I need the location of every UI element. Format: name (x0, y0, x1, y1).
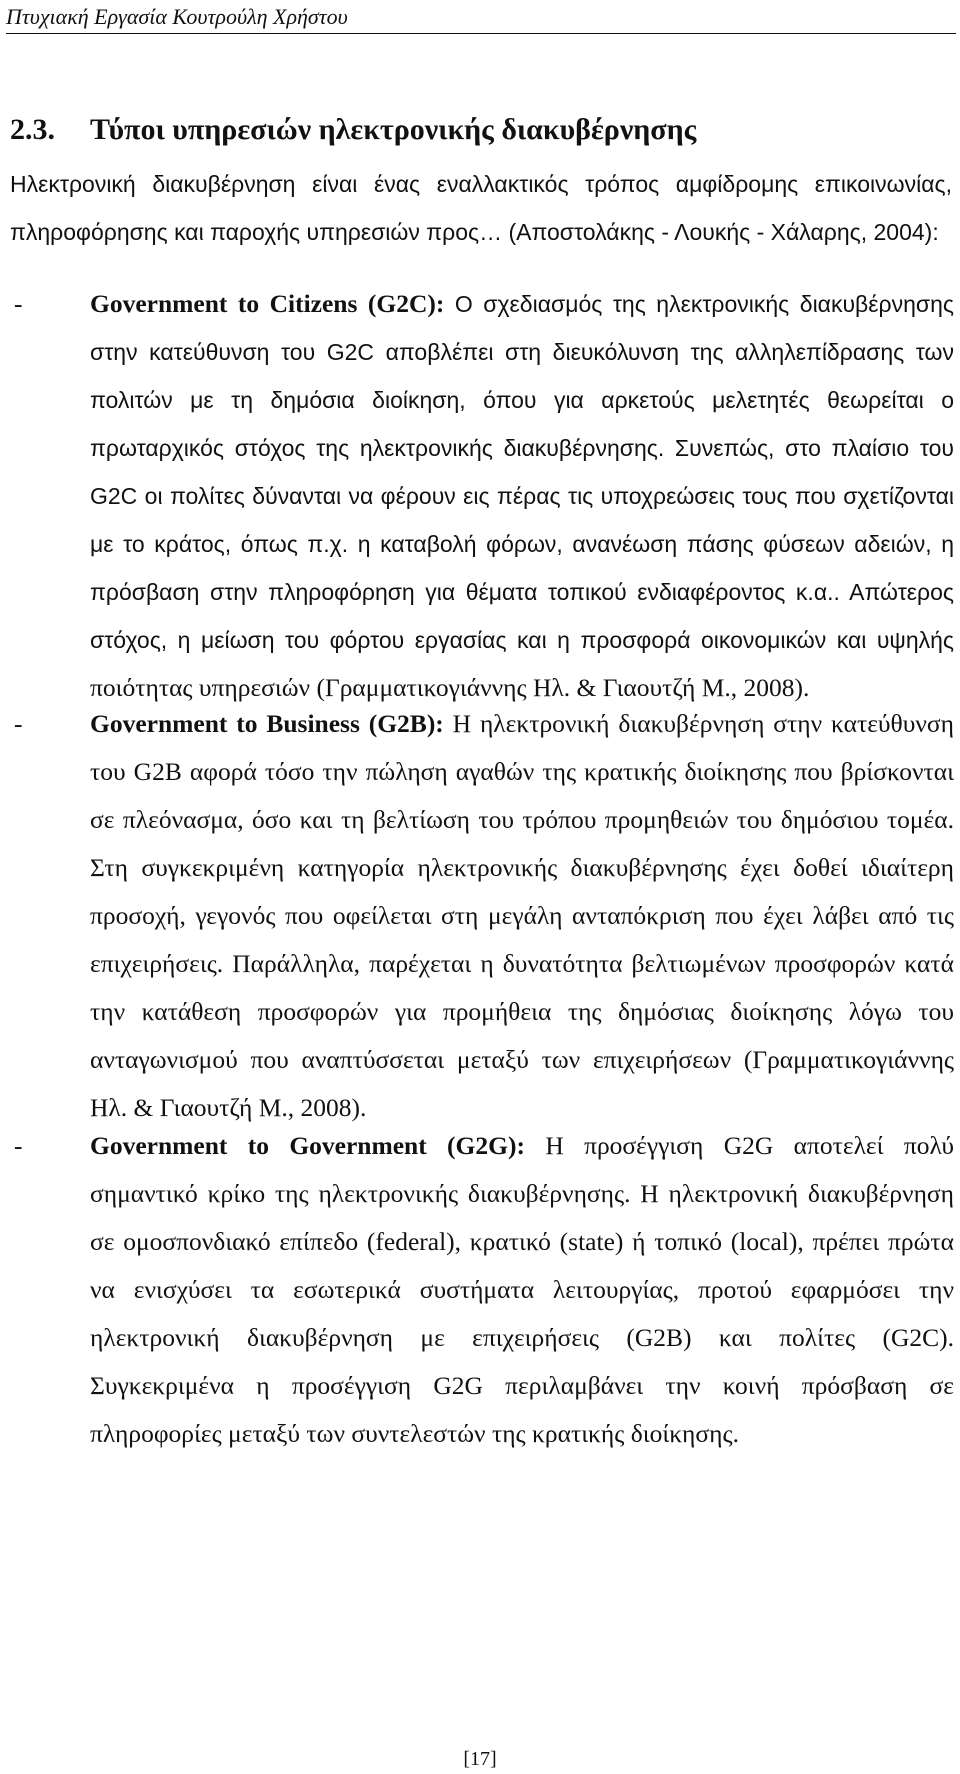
term-g2b: Government to Business (G2B): (90, 709, 444, 738)
section-number: 2.3. (10, 113, 55, 146)
list-item-body (90, 1122, 954, 1458)
section-heading (10, 108, 696, 152)
section-title: Τύποι υπηρεσιών ηλεκτρονικής διακυβέρνησης (90, 113, 697, 146)
page-number: [17] (463, 1748, 497, 1770)
term-g2c: Government to Citizens (G2C): (90, 289, 445, 318)
item-text: Ο σχεδιασμός της ηλεκτρονικής διακυβέρνησης στην κατεύθυνση του G2C αποβλέπει στη διευκόλυνση της αλληλεπίδρασης των πολιτών με τη δημόσια διοίκηση, όπου για αρκετούς μελετητές θεωρείται ο πρωταρχικός στόχος της ηλεκτρονικής διακυβέρνησης. Συνεπώς, στο πλαίσιο του G2C οι πολίτες δύνανται να φέρουν εις πέρας τις υποχρεώσεις τους που σχετίζονται με το κράτος, όπως π.χ. η καταβολή φόρων, ανανέωση πάσης φύσεων αδειών, η πρόσβαση στην πληροφόρηση για θέματα τοπικού ενδιαφέροντος κ.α.. Απώτερος στόχος, η μείωση του φόρτου εργασίας και η προσφορά οικονομικών και υψηλής (90, 291, 954, 653)
list-item-g2c (14, 280, 954, 712)
term-g2g: Government to Government (G2G): (90, 1131, 525, 1160)
list-dash: - (14, 289, 23, 318)
list-dash: - (14, 1131, 23, 1160)
list-item-g2b (14, 700, 954, 1132)
item-text: Η ηλεκτρονική διακυβέρνηση στην κατεύθυνση του G2B αφορά τόσο την πώληση αγαθών της κρατικής διοίκησης που βρίσκονται σε πλεόνασμα, όσο και τη βελτίωση του τρόπου προμηθειών του δημόσιου τομέα. Στη συγκεκριμένη κατηγορία ηλεκτρονικής διακυβέρνησης έχει δοθεί ιδιαίτερη προσοχή, γεγονός που οφείλεται στη μεγάλη ανταπόκριση που έχει λάβει από τις επιχειρήσεις. Παράλληλα, παρέχεται η δυνατότητα βελτιωμένων προσφορών κατά την κατάθεση προσφορών για προμήθεια της δημόσιας διοίκησης λόγω του ανταγωνισμού που αναπτύσσεται μεταξύ των επιχειρήσεων (Γραμματικογιάννης Ηλ. & Γιαουτζή Μ., 2008). (90, 709, 954, 1122)
item-text-end: ποιότητας υπηρεσιών (Γραμματικογιάννης Ηλ. & Γιαουτζή Μ., 2008). (90, 673, 810, 702)
item-text: Η προσέγγιση G2G αποτελεί πολύ σημαντικό κρίκο της ηλεκτρονικής διακυβέρνησης. Η ηλεκτρονική διακυβέρνηση σε ομοσπονδιακό επίπεδο (federal), κρατικό (state) ή τοπικό (local), πρέπει πρώτα να ενισχύσει τα εσωτερικά συστήματα λειτουργίας, προτού εφαρμόσει την ηλεκτρονική διακυβέρνηση με επιχειρήσεις (G2B) και πολίτες (G2C). Συγκεκριμένα η προσέγγιση G2G περιλαμβάνει την κοινή πρόσβαση σε πληροφορίες μεταξύ των συντελεστών της κρατικής διοίκησης. (90, 1131, 954, 1448)
list-item-g2g (14, 1122, 954, 1458)
list-item-body (90, 700, 954, 1132)
list-dash: - (14, 709, 23, 738)
list-item-body (90, 280, 954, 712)
intro-paragraph: Ηλεκτρονική διακυβέρνηση είναι ένας εναλλακτικός τρόπος αμφίδρομης επικοινωνίας, πληροφόρησης και παροχής υπηρεσιών προς… (Αποστολάκης - Λουκής - Χάλαρης, 2004): (10, 171, 952, 245)
running-header: Πτυχιακή Εργασία Κουτρούλη Χρήστου (6, 2, 956, 34)
